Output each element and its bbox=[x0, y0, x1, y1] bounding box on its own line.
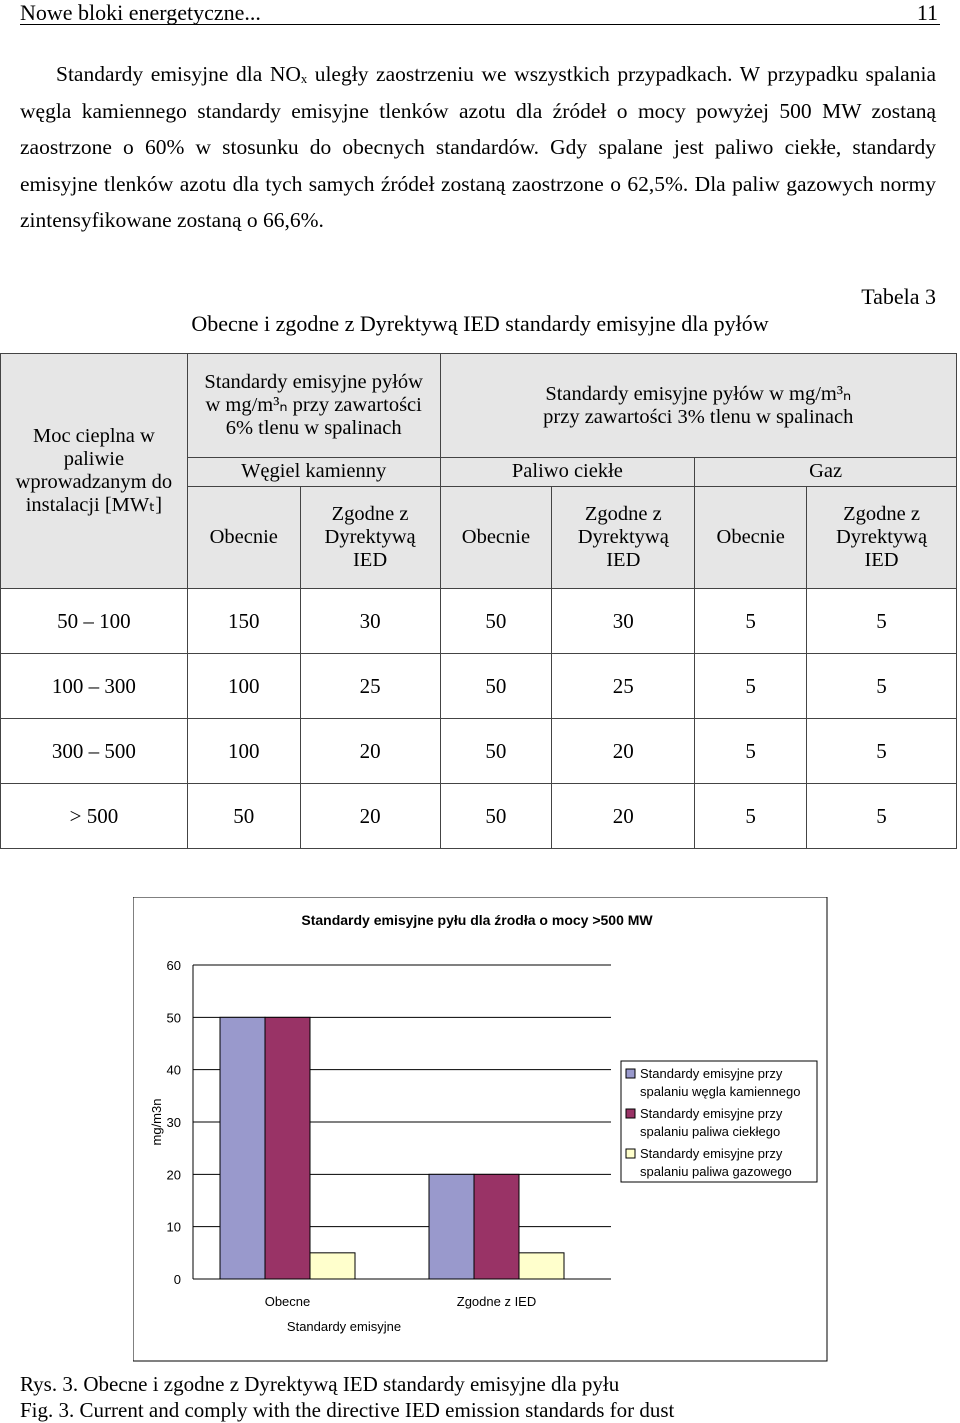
cell-value: 5 bbox=[695, 654, 807, 719]
bar bbox=[429, 1174, 474, 1279]
cell-value: 20 bbox=[300, 784, 440, 849]
x-tick-label: Obecne bbox=[264, 1294, 311, 1309]
cell-value: 5 bbox=[695, 719, 807, 784]
cell-value: 5 bbox=[807, 654, 957, 719]
fuel-gas-header: Gaz bbox=[695, 458, 957, 486]
running-header-title: Nowe bloki energetyczne... bbox=[20, 0, 261, 25]
col-group-3pct: Standardy emisyjne pyłów w mg/m³ₙ przy zawartości 3% tlenu w spalinach bbox=[440, 354, 956, 458]
header-rule bbox=[20, 24, 940, 25]
legend-label: Standardy emisyjne przy spalaniu węgla kamiennego bbox=[640, 1066, 801, 1099]
y-tick-label: 0 bbox=[173, 1272, 181, 1287]
legend-swatch bbox=[626, 1069, 635, 1078]
fuel-coal-header: Węgiel kamienny bbox=[187, 458, 440, 486]
cell-value: 30 bbox=[552, 589, 695, 654]
col-group-6pct: Standardy emisyjne pyłów w mg/m³ₙ przy zawartości 6% tlenu w spalinach bbox=[187, 354, 440, 458]
cell-value: 5 bbox=[807, 719, 957, 784]
table-label: Tabela 3 bbox=[861, 284, 936, 309]
cell-value: 50 bbox=[440, 784, 552, 849]
y-axis-label: mg/m3n bbox=[149, 1098, 164, 1146]
cell-value: 50 bbox=[440, 654, 552, 719]
emission-standards-table bbox=[0, 353, 957, 849]
cell-value: 25 bbox=[552, 654, 695, 719]
y-tick-label: 40 bbox=[166, 1062, 181, 1078]
table-row bbox=[1, 719, 957, 784]
sub-ied-gas: Zgodne z Dyrektywą IED bbox=[807, 486, 957, 588]
bar bbox=[310, 1253, 355, 1279]
body-paragraph bbox=[20, 56, 936, 239]
table-row bbox=[1, 654, 957, 719]
y-tick-label: 60 bbox=[166, 958, 181, 973]
chart-legend bbox=[621, 1061, 817, 1182]
y-tick-label: 20 bbox=[166, 1167, 181, 1183]
x-axis-label: Standardy emisyjne bbox=[286, 1319, 402, 1334]
cell-value: 150 bbox=[187, 589, 300, 654]
table-title: Obecne i zgodne z Dyrektywą IED standardy emisyjne dla pyłów bbox=[191, 311, 769, 336]
sub-current-liquid: Obecnie bbox=[440, 486, 552, 588]
legend-label: Standardy emisyjne przy spalaniu paliwa ciekłego bbox=[640, 1106, 783, 1139]
emission-bar-chart bbox=[133, 897, 828, 1362]
cell-power-range: 50 – 100 bbox=[1, 589, 188, 654]
y-tick-label: 10 bbox=[166, 1219, 181, 1235]
cell-value: 50 bbox=[440, 719, 552, 784]
cell-value: 5 bbox=[807, 784, 957, 849]
cell-value: 50 bbox=[440, 589, 552, 654]
legend-swatch bbox=[626, 1149, 635, 1158]
sub-current-gas: Obecnie bbox=[695, 486, 807, 588]
cell-power-range: 100 – 300 bbox=[1, 654, 188, 719]
cell-power-range: 300 – 500 bbox=[1, 719, 188, 784]
legend-swatch bbox=[626, 1109, 635, 1118]
figure-caption-pl: Rys. 3. Obecne i zgodne z Dyrektywą IED standardy emisyjne dla pyłu bbox=[20, 1372, 620, 1396]
sub-ied-liquid: Zgodne z Dyrektywą IED bbox=[552, 486, 695, 588]
sub-ied-coal: Zgodne z Dyrektywą IED bbox=[300, 486, 440, 588]
page-number: 11 bbox=[916, 0, 938, 25]
fuel-liquid-header: Paliwo ciekłe bbox=[440, 458, 695, 486]
cell-value: 5 bbox=[695, 589, 807, 654]
cell-value: 100 bbox=[187, 654, 300, 719]
y-tick-label: 50 bbox=[166, 1010, 181, 1026]
col-header-power: Moc cieplna w paliwie wprowadzanym do instalacji [MWₜ] bbox=[1, 354, 188, 589]
cell-power-range: > 500 bbox=[1, 784, 188, 849]
legend-label: Standardy emisyjne przy spalaniu paliwa gazowego bbox=[640, 1146, 792, 1179]
figure-caption-en: Fig. 3. Current and comply with the directive IED emission standards for dust bbox=[20, 1398, 675, 1422]
table-row bbox=[1, 784, 957, 849]
x-tick-label: Zgodne z IED bbox=[456, 1294, 537, 1309]
y-tick-label: 30 bbox=[166, 1115, 181, 1130]
bar bbox=[220, 1017, 265, 1279]
paragraph-text: Standardy emisyjne dla NOₓ uległy zaostrzeniu we wszystkich przypadkach. W przypadku spalania węgla kamiennego standardy emisyjne tlenków azotu dla źródeł o mocy powyżej 500 MW zostaną zaostrzone o 60% w stosunku do obecnych standardów. Gdy spalane jest paliwo ciekłe, standardy emisyjne tlenków azotu dla tych samych źródeł zostaną zaostrzone o 62,5%. Dla paliw gazowych normy zintensyfikowane zostaną o 66,6%. bbox=[20, 62, 936, 232]
cell-value: 20 bbox=[300, 719, 440, 784]
cell-value: 5 bbox=[695, 784, 807, 849]
chart-title: Standardy emisyjne pyłu dla źrodła o mocy >500 MW bbox=[301, 912, 653, 928]
table-row bbox=[1, 589, 957, 654]
cell-value: 20 bbox=[552, 719, 695, 784]
bar bbox=[474, 1174, 519, 1279]
sub-current-coal: Obecnie bbox=[187, 486, 300, 588]
cell-value: 100 bbox=[187, 719, 300, 784]
cell-value: 50 bbox=[187, 784, 300, 849]
cell-value: 30 bbox=[300, 589, 440, 654]
cell-value: 20 bbox=[552, 784, 695, 849]
cell-value: 25 bbox=[300, 654, 440, 719]
cell-value: 5 bbox=[807, 589, 957, 654]
bar bbox=[265, 1017, 310, 1279]
bar bbox=[519, 1253, 564, 1279]
